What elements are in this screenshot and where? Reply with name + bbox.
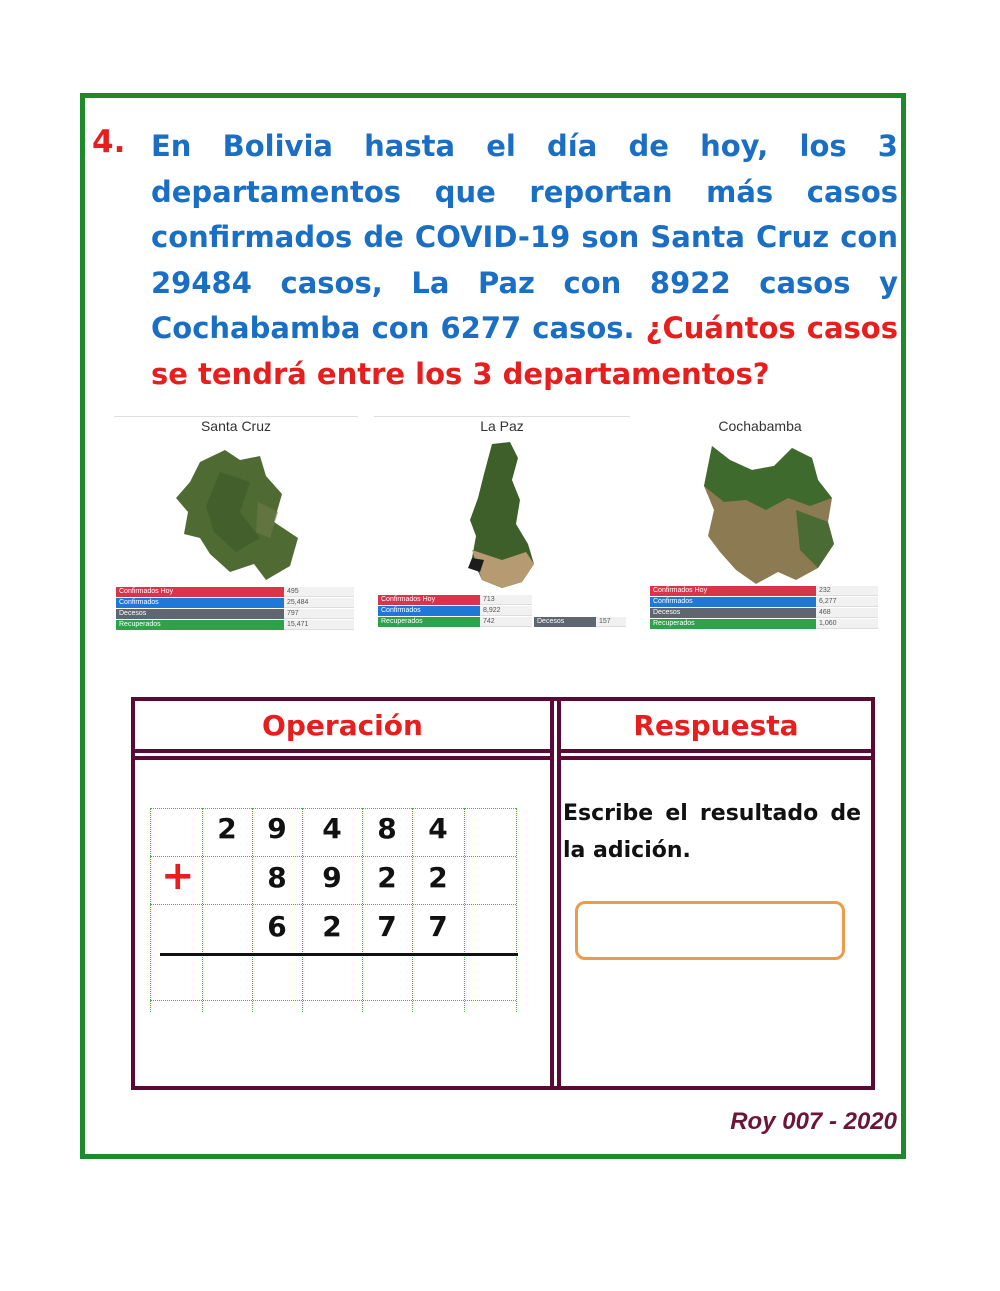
digit: 6 — [267, 910, 287, 943]
stat-value: 1,060 — [816, 619, 878, 629]
digit: 2 — [377, 861, 397, 894]
stat-label: Confirmados Hoy — [378, 595, 480, 605]
santa-cruz-map-image — [170, 442, 302, 592]
stat-value: 495 — [284, 587, 354, 597]
header-operation: Operación — [262, 709, 423, 742]
stat-label: Confirmados — [116, 598, 284, 608]
digit: 2 — [428, 861, 448, 894]
stat-value: 468 — [816, 608, 878, 618]
stat-value: 8,922 — [480, 606, 532, 616]
stat-value: 713 — [480, 595, 532, 605]
question-number: 4. — [92, 124, 126, 160]
digit: 7 — [428, 910, 448, 943]
map-title: Santa Cruz — [200, 418, 272, 434]
stat-label: Confirmados Hoy — [650, 586, 816, 596]
stat-label: Confirmados — [650, 597, 816, 607]
stat-value: 742 — [480, 617, 532, 627]
map-title: Cochabamba — [718, 418, 802, 434]
stat-label: Recuperados — [650, 619, 816, 629]
digit: 2 — [217, 812, 237, 845]
map-panel-santa-cruz — [114, 416, 358, 638]
question-statement: En Bolivia hasta el día de hoy, los 3 departamentos que reportan más casos confirmados de COVID-19 son Santa Cruz con 29484 casos, La Paz con 8922 casos y Cochabamba con 6277 casos. — [151, 129, 898, 345]
digit: 8 — [377, 812, 397, 845]
map-title: La Paz — [480, 418, 524, 434]
answer-instruction: Escribe el resultado de la adición. — [563, 801, 861, 863]
stat-value: 25,484 — [284, 598, 354, 608]
digit: 4 — [428, 812, 448, 845]
stat-value: 157 — [596, 617, 626, 627]
stat-value: 15,471 — [284, 620, 354, 630]
stat-label: Recuperados — [116, 620, 284, 630]
stat-label: Recuperados — [378, 617, 480, 627]
map-panel-la-paz — [374, 416, 630, 638]
stat-label: Decesos — [534, 617, 596, 627]
digit: 8 — [267, 861, 287, 894]
digit: 7 — [377, 910, 397, 943]
answer-input[interactable] — [575, 901, 845, 960]
la-paz-map-image — [462, 440, 538, 590]
digit: 2 — [322, 910, 342, 943]
stat-value: 6,277 — [816, 597, 878, 607]
sum-line — [160, 953, 518, 956]
stat-label: Decesos — [650, 608, 816, 618]
stat-label: Confirmados — [378, 606, 480, 616]
stat-value: 232 — [816, 586, 878, 596]
stat-value: 797 — [284, 609, 354, 619]
author-credit: Roy 007 - 2020 — [730, 1108, 897, 1135]
plus-operator: + — [161, 853, 195, 899]
header-answer: Respuesta — [633, 709, 799, 742]
question-text — [151, 124, 898, 397]
digit: 4 — [322, 812, 342, 845]
digit: 9 — [322, 861, 342, 894]
stat-label: Confirmados Hoy — [116, 587, 284, 597]
stat-label: Decesos — [116, 609, 284, 619]
digit: 9 — [267, 812, 287, 845]
cochabamba-map-image — [700, 440, 840, 586]
map-panel-cochabamba — [648, 416, 878, 638]
question-prompt: ¿Cuántos casos se tendrá entre los 3 departamentos? — [151, 311, 898, 391]
